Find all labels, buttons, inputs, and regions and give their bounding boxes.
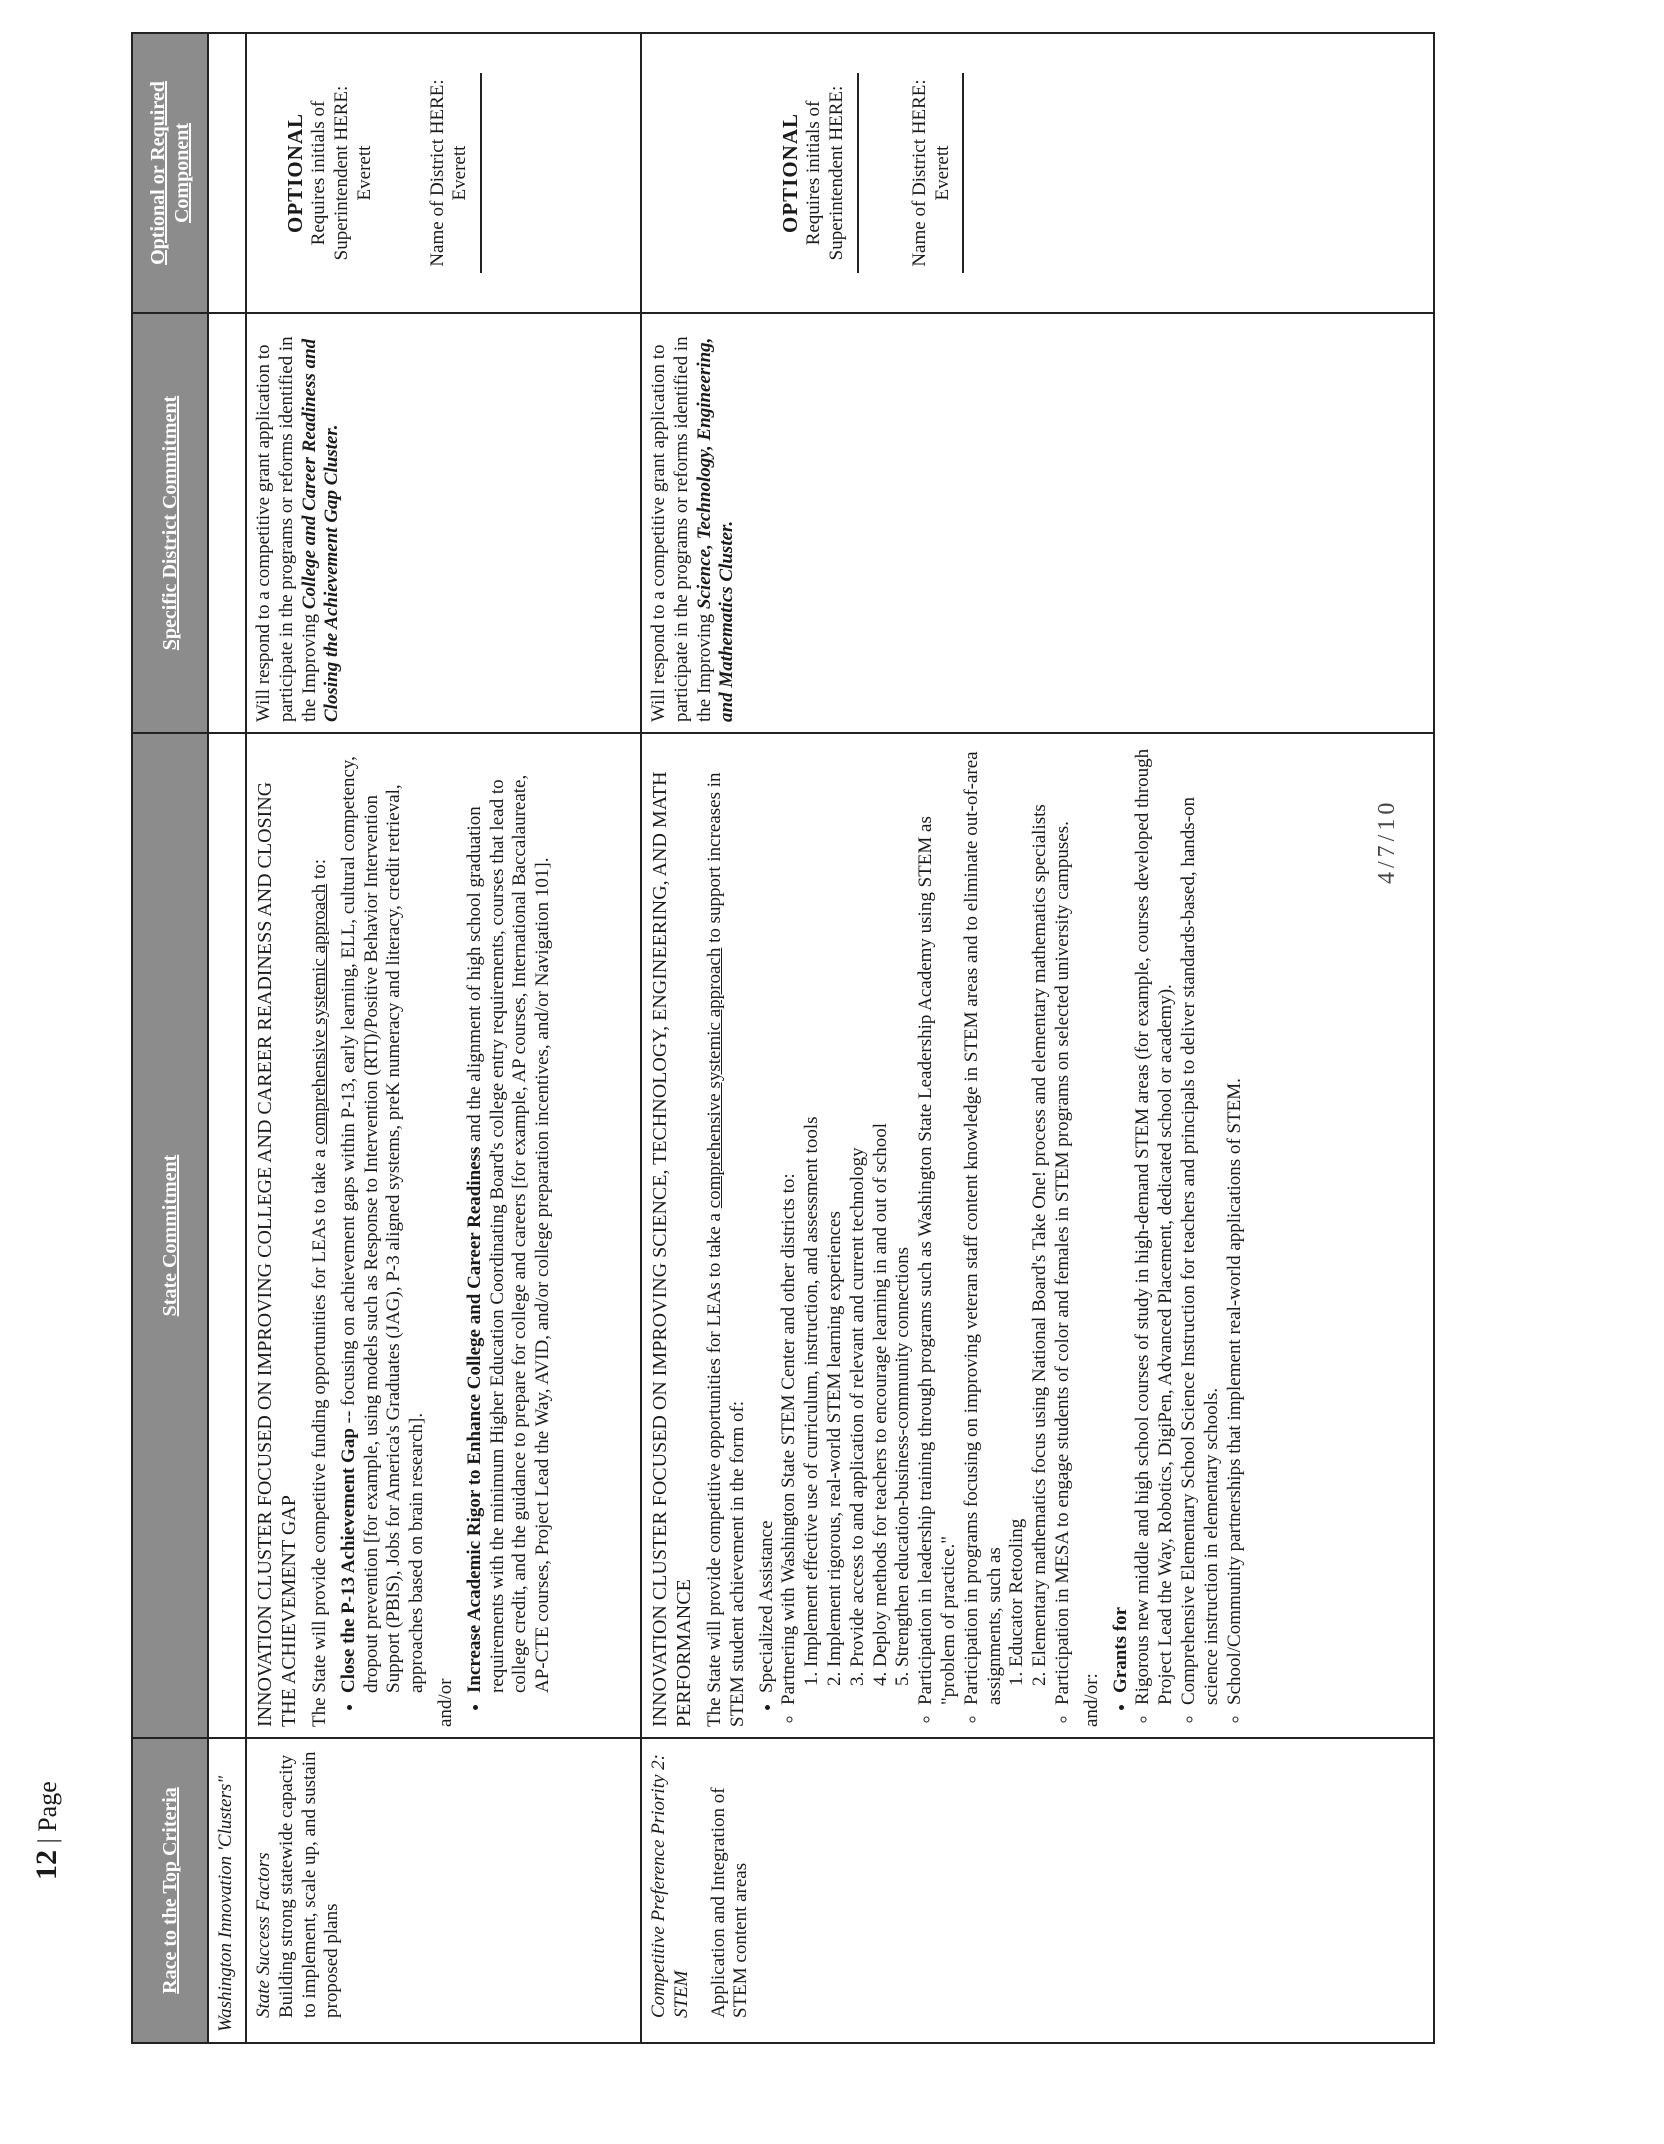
requires-initials-label: Requires initials of Superintendent HERE: xyxy=(803,85,847,261)
list-item: ◦ School/Community partnerships that implement real-world applications of STEM. xyxy=(1224,744,1247,1705)
list-item: 4. Deploy methods for teachers to encourage learning in and out of school xyxy=(870,744,893,1667)
intro-text: The State will provide competitive opportunities for LEAs to take a xyxy=(704,1208,725,1727)
criteria-title: Competitive Preference Priority 2: STEM xyxy=(648,1754,692,2018)
list-item: 3. Provide access to and application of relevant and current technology xyxy=(847,744,870,1667)
district-name-value: Everett xyxy=(449,145,471,201)
intro-paragraph xyxy=(309,744,332,1727)
district-name-value: Everett xyxy=(931,145,953,201)
district-name-label: Name of District HERE: xyxy=(426,79,448,267)
bullet-bold: Increase Academic Rigor to Enhance College and Career Readiness xyxy=(463,1146,485,1693)
criteria-description: Application and Integration of STEM content areas xyxy=(707,1787,752,2018)
cluster-label: Washington Innovation 'Clusters" xyxy=(208,1738,246,2043)
bullet-bold: Close the P-13 Achievement Gap xyxy=(337,1428,359,1693)
partnering-text: Partnering with Washington State STEM Center and other districts to: xyxy=(778,1173,800,1705)
intro-text-end: to: xyxy=(309,859,330,884)
commitment-table xyxy=(131,32,1435,2044)
sub-list xyxy=(778,744,1074,1727)
signature-line xyxy=(478,73,482,273)
list-item: ◦ Rigorous new middle and high school courses of study in high-demand STEM areas (for example, courses developed through Project Lead the Way, Robotics, DigiPen, Advanced Placement, dedicated school or academy). xyxy=(1132,744,1178,1705)
list-item xyxy=(778,744,915,1705)
intro-text-end: to support increases in STEM student achievement in the form of: xyxy=(704,772,748,1727)
list-item xyxy=(1110,744,1133,1693)
state-commitment-cell xyxy=(641,733,1434,1738)
superintendent-initials: Everett xyxy=(353,145,375,201)
bullet-list xyxy=(756,744,779,1727)
list-item: 1. Educator Retooling xyxy=(1006,744,1029,1667)
list-item: 2. Implement rigorous, real-world STEM learning experiences xyxy=(824,744,847,1667)
page-number-footer: 12 | Page xyxy=(30,1781,63,1880)
requires-initials-label: Requires initials of Superintendent HERE: xyxy=(308,85,352,261)
innovation-title: INNOVATION CLUSTER FOCUSED ON IMPROVING COLLEGE AND CAREER READINESS AND CLOSING THE ACHIEVEMENT GAP xyxy=(254,781,300,1727)
signature-line xyxy=(855,73,859,273)
list-item: 1. Implement effective use of curriculum, instruction, and assessment tools xyxy=(801,744,824,1667)
document-date: 4/7/10 xyxy=(1374,798,1400,884)
criteria-description: Building strong statewide capacity to implement, scale up, and sustain proposed plans xyxy=(275,1751,343,2018)
criteria-cell xyxy=(246,1738,641,2043)
optional-cell xyxy=(641,33,1434,313)
criteria-cell xyxy=(641,1738,1434,2043)
cluster-empty-cell xyxy=(208,33,246,313)
bullet-list xyxy=(464,744,555,1727)
list-item: 5. Strengthen education-business-community connections xyxy=(892,744,915,1667)
criteria-title: State Success Factors xyxy=(253,1852,274,2018)
intro-underlined: comprehensive systemic approach xyxy=(704,947,725,1209)
header-criteria: Race to the Top Criteria xyxy=(132,1738,208,2043)
list-item xyxy=(961,744,1052,1705)
and-or-label: and/or: xyxy=(1080,1673,1102,1727)
signature-line xyxy=(960,73,964,273)
header-district-commitment: Specific District Commitment xyxy=(132,313,208,733)
list-item xyxy=(464,744,555,1693)
intro-paragraph xyxy=(704,744,750,1727)
numbered-list xyxy=(1006,744,1052,1705)
bullet-list xyxy=(338,744,429,1727)
list-item: 2. Elementary mathematics focus using National Board's Take One! process and elementary mathematics specialists xyxy=(1029,744,1052,1667)
district-text: Will respond to a competitive grant application to participate in the programs or reforms identified in the Improving xyxy=(253,336,320,722)
veteran-text: Participation in programs focusing on improving veteran staff content knowledge in STEM areas and to eliminate out-of-area assignments, such as xyxy=(960,751,1005,1705)
district-commitment-cell xyxy=(246,313,641,733)
specialized-assistance: Specialized Assistance xyxy=(755,1520,777,1693)
bullet-text: -- focusing on achievement gaps within P-13, early learning, ELL, cultural competency, dropout prevention [for example, using models such as Response to Intervention (RTI)/Positive Behavior Intervention Support (PBIS), Jobs for America's Graduates (JAG), P-3 aligned systems, preK numeracy and literacy, credit retrieval, approaches based on brain research]. xyxy=(337,756,428,1693)
list-item: ◦ Participation in leadership training through programs such as Washington State Leadership Academy using STEM as "problem of practice." xyxy=(915,744,961,1705)
page-word: Page xyxy=(33,1781,62,1832)
table-row xyxy=(641,33,1434,2043)
header-optional-required: Optional or Required Component xyxy=(132,33,208,313)
grants-label: Grants for xyxy=(1109,1606,1131,1693)
page-number: 12 xyxy=(30,1850,63,1880)
optional-cell xyxy=(246,33,641,313)
district-cluster-name: College and Career Readiness and Closing the Achievement Gap Cluster. xyxy=(298,338,343,722)
cluster-row xyxy=(208,33,246,2043)
district-text: Will respond to a competitive grant application to participate in the programs or reforms identified in the Improving xyxy=(648,336,715,722)
optional-label: OPTIONAL xyxy=(778,113,802,234)
intro-text: The State will provide competitive funding opportunities for LEAs to take a xyxy=(309,1144,330,1727)
list-item xyxy=(338,744,429,1693)
district-commitment-cell xyxy=(641,313,1434,733)
cluster-empty-cell xyxy=(208,733,246,1738)
header-row xyxy=(132,33,208,2043)
rotated-sheet xyxy=(131,34,1435,2044)
list-item: ◦ Comprehensive Elementary School Science Instruction for teachers and principals to deliver standards-based, hands-on science instruction in elementary schools. xyxy=(1178,744,1224,1705)
state-commitment-cell xyxy=(246,733,641,1738)
list-item: ◦ Participation in MESA to engage students of color and females in STEM programs on selected university campuses. xyxy=(1052,744,1075,1705)
intro-underlined: comprehensive systemic approach xyxy=(309,883,330,1145)
table-row xyxy=(246,33,641,2043)
header-state-commitment: State Commitment xyxy=(132,733,208,1738)
optional-label: OPTIONAL xyxy=(283,113,307,234)
and-or-label: and/or xyxy=(434,1678,456,1727)
sub-list xyxy=(1132,744,1246,1727)
bullet-list xyxy=(1110,744,1133,1727)
list-item xyxy=(756,744,779,1693)
bullet-text: and the alignment of high school graduation requirements with the minimum Higher Education Coordinating Board's college entry requirements, courses that lead to college credit, and the guidance to prepare for college and careers [for example, AP courses, International Baccalaureate, AP-CTE courses, Project Lead the Way, AVID, and/or college preparation incentives, and/or Navigation 101]. xyxy=(463,774,554,1693)
numbered-list xyxy=(801,744,915,1705)
cluster-empty-cell xyxy=(208,313,246,733)
innovation-title: INNOVATION CLUSTER FOCUSED ON IMPROVING SCIENCE, TECHNOLOGY, ENGINEERING, AND MATH PERFORMANCE xyxy=(649,771,695,1727)
district-cluster-name: Science, Technology, Engineering, and Mathematics Cluster. xyxy=(693,337,738,722)
district-name-label: Name of District HERE: xyxy=(908,79,930,267)
